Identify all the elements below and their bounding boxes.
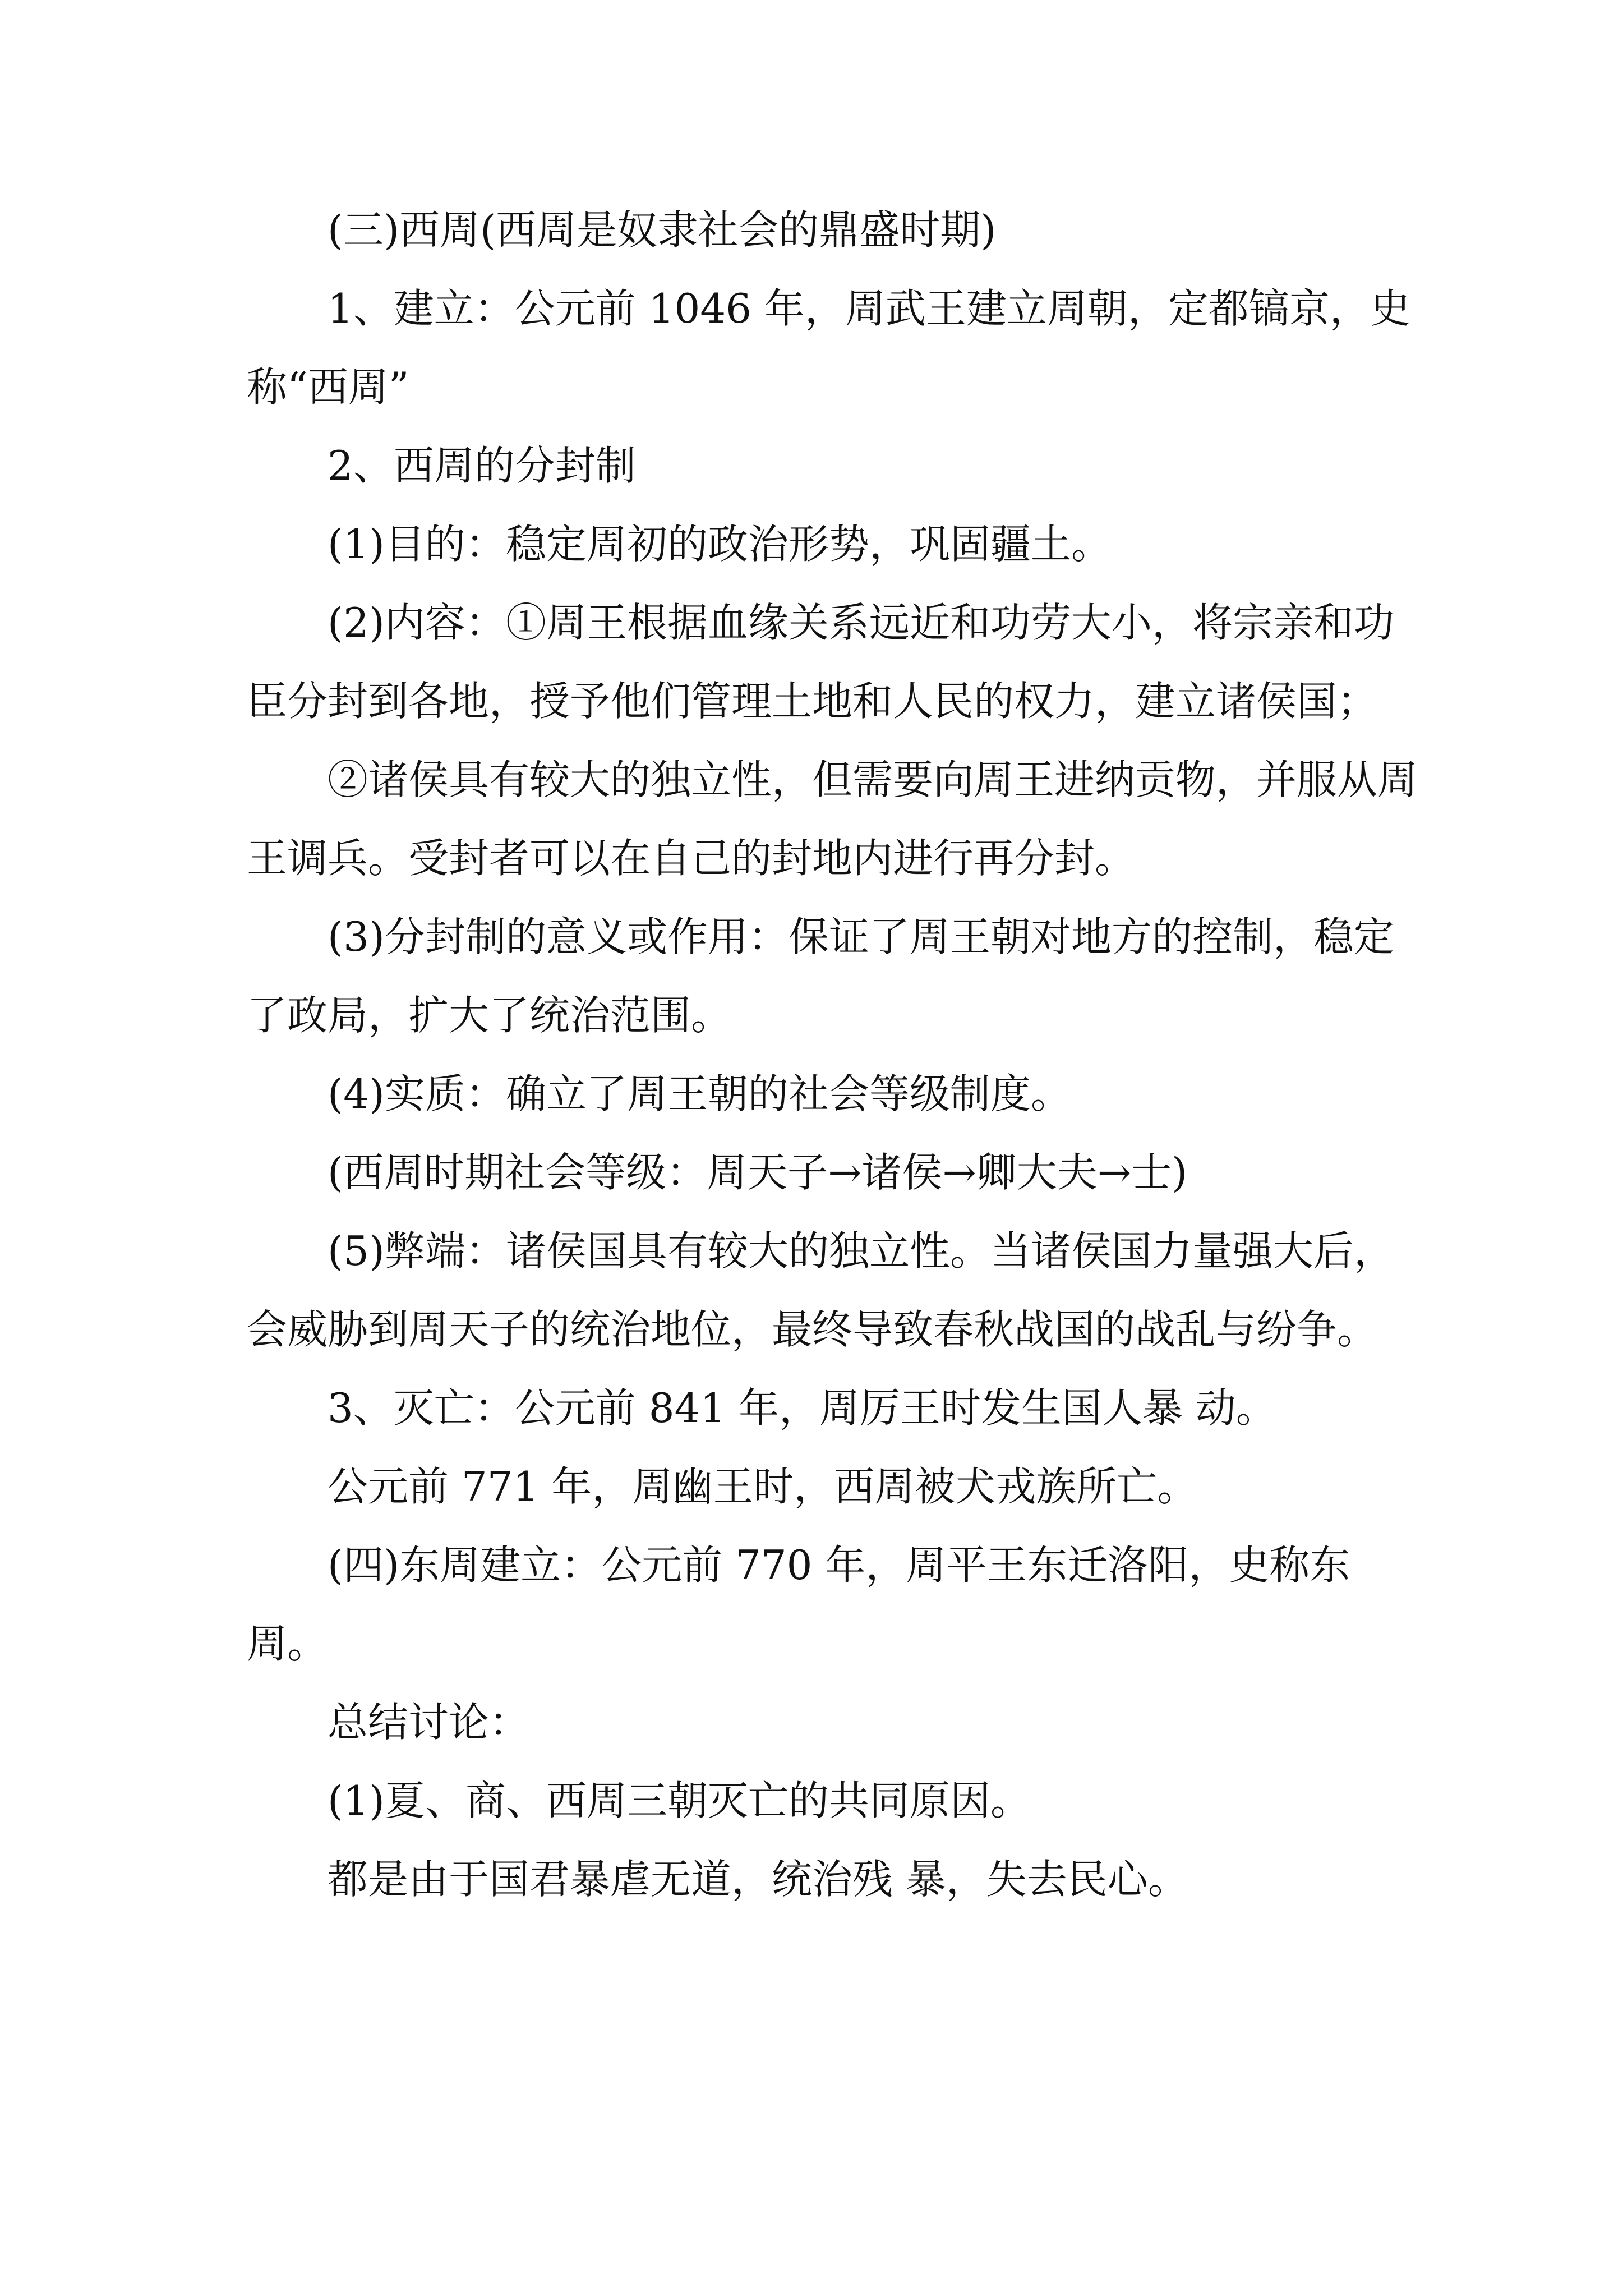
- paragraph-answer-1: 都是由于国君暴虐无道，统治残 暴，失去民心。: [328, 1856, 1188, 1903]
- paragraph-significance: (3)分封制的意义或作用：保证了周王朝对地方的控制，稳定了政局，扩大了统治范围。: [247, 913, 1394, 1039]
- paragraph-content: (2)内容：①周王根据血缘关系远近和功劳大小，将宗亲和功臣分封到各地，授予他们管理土地和人民的权力，建立诸侯国；: [247, 599, 1394, 725]
- paragraph-establishment: 1、建立：公元前 1046 年，周武王建立周朝，定都镐京，史称“西周”: [247, 285, 1410, 411]
- section-heading-western-zhou: (三)西周(西周是奴隶社会的鼎盛时期): [328, 206, 997, 254]
- section-heading-eastern-zhou: (四)东周建立：公元前 770 年，周平王东迁洛阳，史称东周。: [247, 1542, 1350, 1667]
- subheading-summary: 总结讨论：: [328, 1699, 530, 1746]
- paragraph-fall-771: 公元前 771 年，周幽王时，西周被犬戎族所亡。: [328, 1463, 1198, 1510]
- subheading-enfeoffment: 2、西周的分封制: [328, 442, 636, 489]
- paragraph-drawbacks: (5)弊端：诸侯国具有较大的独立性。当诸侯国力量强大后，会威胁到周天子的统治地位，最终导致春秋战国的战乱与纷争。: [247, 1227, 1394, 1353]
- paragraph-essence: (4)实质：确立了周王朝的社会等级制度。: [328, 1070, 1071, 1117]
- paragraph-hierarchy: (西周时期社会等级：周天子→诸侯→卿大夫→士): [328, 1149, 1188, 1196]
- paragraph-question-1: (1)夏、商、西周三朝灭亡的共同原因。: [328, 1777, 1031, 1824]
- paragraph-purpose: (1)目的：稳定周初的政治形势，巩固疆土。: [328, 521, 1112, 568]
- paragraph-content-2: ②诸侯具有较大的独立性，但需要向周王进纳贡物，并服从周王调兵。受封者可以在自己的封地内进行再分封。: [247, 756, 1418, 882]
- document-body: [247, 191, 1430, 1918]
- paragraph-fall: 3、灭亡：公元前 841 年，周厉王时发生国人暴 动。: [328, 1384, 1276, 1432]
